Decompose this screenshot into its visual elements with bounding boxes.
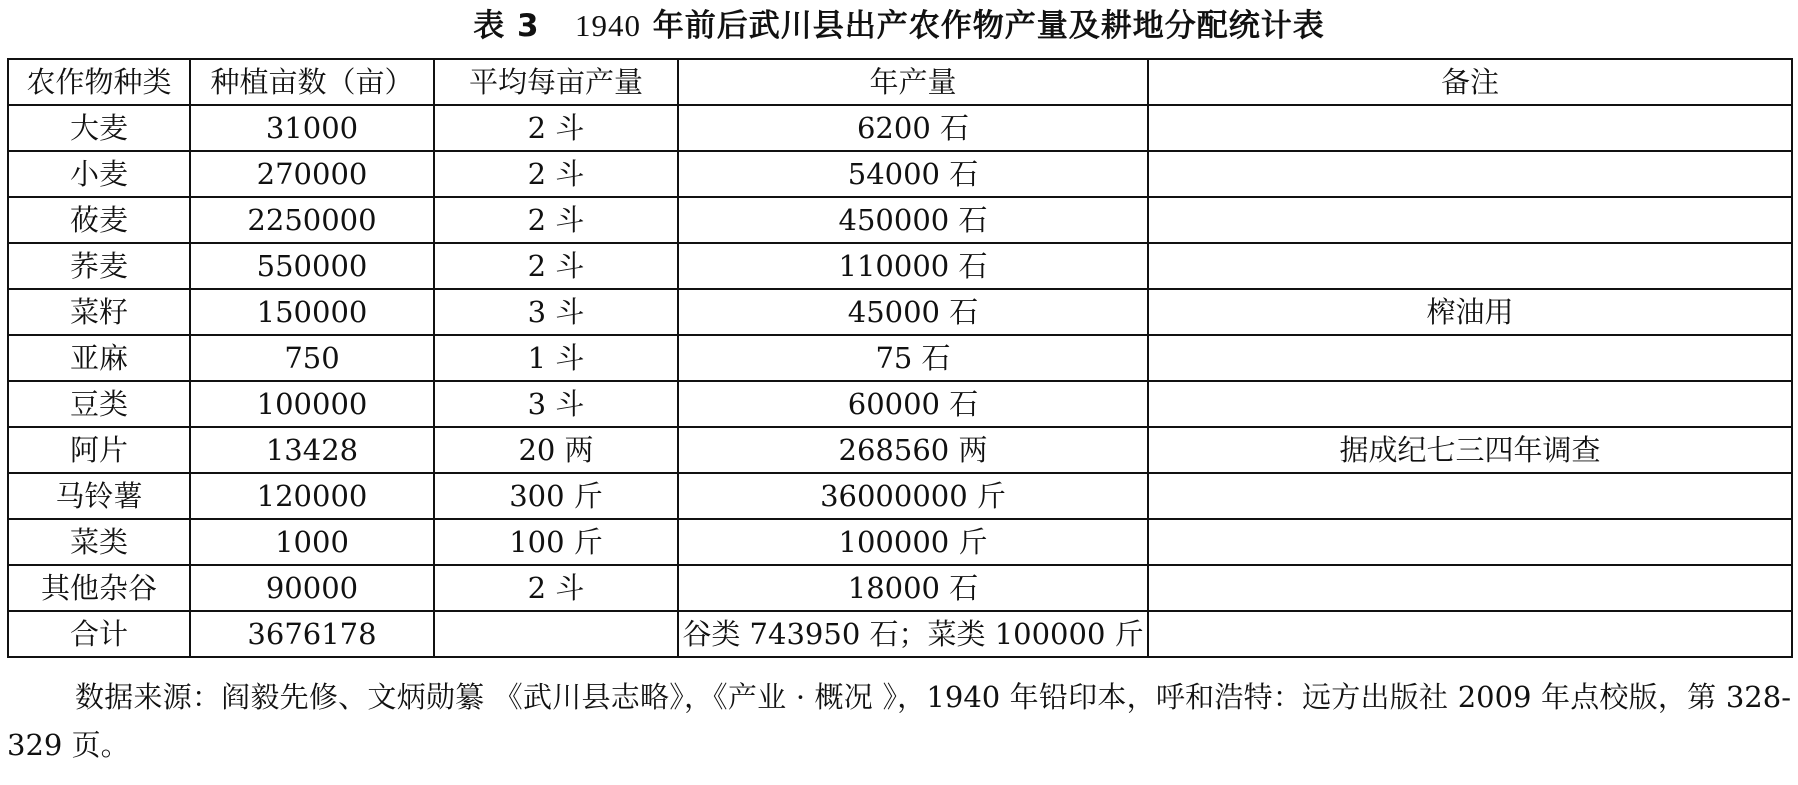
cell-yield-per-mu: 2 斗 [434,105,678,151]
cell-yield-per-mu: 2 斗 [434,243,678,289]
table-row [8,243,1792,289]
column-header-annual-output: 年产量 [678,59,1148,105]
table-row [8,565,1792,611]
table-title-text: 年前后武川县出产农作物产量及耕地分配统计表 [652,8,1325,44]
cell-total-label: 合计 [8,611,190,657]
cell-total-annual-output: 谷类 743950 石；菜类 100000 斤 [678,611,1148,657]
cell-total-note [1148,611,1792,657]
cell-crop: 豆类 [8,381,190,427]
cell-annual-output: 36000000 斤 [678,473,1148,519]
cell-annual-output: 100000 斤 [678,519,1148,565]
cell-crop: 阿片 [8,427,190,473]
column-header-crop: 农作物种类 [8,59,190,105]
cell-crop: 其他杂谷 [8,565,190,611]
table-row [8,197,1792,243]
table-row [8,151,1792,197]
cell-acres: 31000 [190,105,434,151]
cell-crop: 大麦 [8,105,190,151]
cell-note [1148,519,1792,565]
table-title-year: 1940 [574,8,641,43]
cell-annual-output: 54000 石 [678,151,1148,197]
table-row [8,381,1792,427]
cell-yield-per-mu: 2 斗 [434,197,678,243]
cell-yield-per-mu: 2 斗 [434,151,678,197]
cell-total-acres: 3676178 [190,611,434,657]
cell-annual-output: 6200 石 [678,105,1148,151]
cell-acres: 120000 [190,473,434,519]
table-title [0,6,1798,46]
table-row [8,289,1792,335]
cell-yield-per-mu: 3 斗 [434,289,678,335]
column-header-acres: 种植亩数（亩） [190,59,434,105]
table-row [8,335,1792,381]
cell-annual-output: 450000 石 [678,197,1148,243]
table-row [8,427,1792,473]
cell-note: 据成纪七三四年调查 [1148,427,1792,473]
cell-total-yield-per-mu [434,611,678,657]
cell-acres: 750 [190,335,434,381]
cell-acres: 90000 [190,565,434,611]
cell-note [1148,243,1792,289]
cell-yield-per-mu: 2 斗 [434,565,678,611]
table-row [8,473,1792,519]
cell-note [1148,105,1792,151]
cell-annual-output: 268560 两 [678,427,1148,473]
cell-annual-output: 75 石 [678,335,1148,381]
cell-annual-output: 60000 石 [678,381,1148,427]
cell-acres: 100000 [190,381,434,427]
cell-annual-output: 110000 石 [678,243,1148,289]
table-title-label: 表 3 [473,8,540,44]
cell-note [1148,151,1792,197]
table-total-row [8,611,1792,657]
cell-crop: 小麦 [8,151,190,197]
cell-note [1148,565,1792,611]
cell-note [1148,381,1792,427]
cell-crop: 荞麦 [8,243,190,289]
cell-acres: 150000 [190,289,434,335]
cell-acres: 550000 [190,243,434,289]
cell-annual-output: 45000 石 [678,289,1148,335]
cell-acres: 2250000 [190,197,434,243]
cell-crop: 菜籽 [8,289,190,335]
cell-yield-per-mu: 20 两 [434,427,678,473]
table-row [8,105,1792,151]
table-header-row [8,59,1792,105]
cell-yield-per-mu: 3 斗 [434,381,678,427]
cell-acres: 270000 [190,151,434,197]
column-header-yield-per-mu: 平均每亩产量 [434,59,678,105]
crop-statistics-table [7,58,1793,658]
cell-crop: 亚麻 [8,335,190,381]
cell-annual-output: 18000 石 [678,565,1148,611]
cell-crop: 莜麦 [8,197,190,243]
cell-note [1148,473,1792,519]
cell-acres: 1000 [190,519,434,565]
cell-yield-per-mu: 100 斤 [434,519,678,565]
column-header-note: 备注 [1148,59,1792,105]
cell-yield-per-mu: 300 斤 [434,473,678,519]
cell-crop: 菜类 [8,519,190,565]
cell-note: 榨油用 [1148,289,1792,335]
cell-acres: 13428 [190,427,434,473]
source-note: 数据来源：阎毅先修、文炳勋纂 《武川县志略》，《产业 · 概况 》，1940 年铅印本，呼和浩特：远方出版社 2009 年点校版，第 328-329 页。 [7,680,1791,762]
cell-yield-per-mu: 1 斗 [434,335,678,381]
table-row [8,519,1792,565]
cell-crop: 马铃薯 [8,473,190,519]
cell-note [1148,197,1792,243]
cell-note [1148,335,1792,381]
